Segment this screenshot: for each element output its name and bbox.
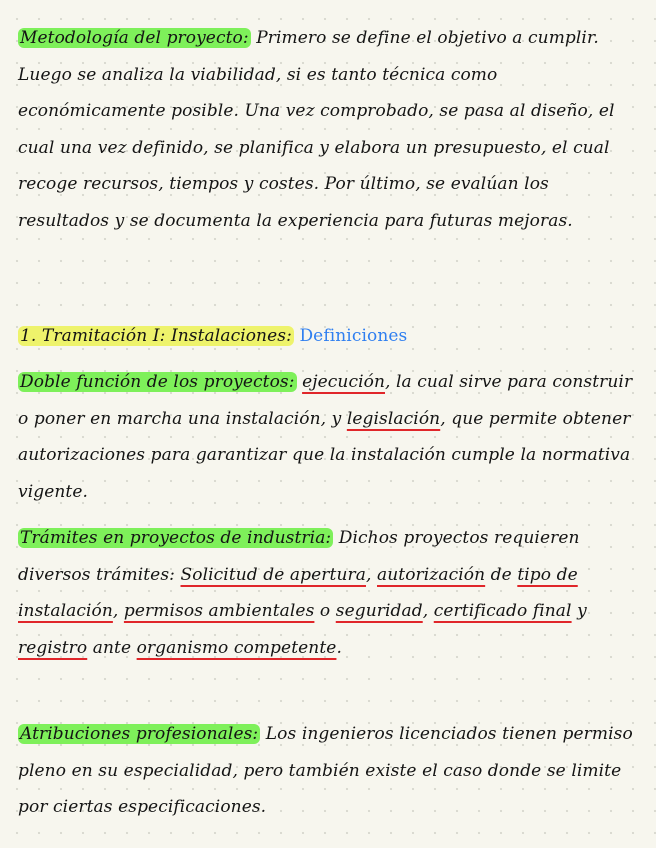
dual-function-paragraph: Doble función de los proyectos: ejecución, la cual sirve para construir o poner en marcha una instalación, y legislación, que permite obtener autorizaciones para garantizar que la instalación cumple la normativa vigente.	[18, 372, 633, 502]
attributions-text: Los ingenieros licenciados tienen permiso pleno en su especialidad, pero también existe el caso donde se limite por ciertas especificaciones.	[18, 724, 633, 817]
keyword-autorizacion: autorización	[377, 564, 486, 585]
section-title: 1. Tramitación I: Instalaciones:	[20, 326, 292, 346]
section-heading	[18, 318, 638, 355]
attributions-paragraph	[18, 716, 638, 826]
keyword-registro: registro	[18, 637, 88, 658]
keyword-certificado: certificado final	[433, 601, 572, 621]
methodology-text: Primero se define el objetivo a cumplir. Luego se analiza la viabilidad, si es tanto técnica como económicamente posible. Una vez comprobado, se pasa al diseño, el cual una vez definido, se planifica y elabora un presupuesto, el cual recoge recursos, tiempos y costes. Por último, se evalúan los resultados y se documenta la experiencia para futuras mejoras.	[18, 28, 615, 231]
keyword-legislacion: legislación	[346, 408, 441, 429]
methodology-paragraph	[18, 20, 638, 239]
keyword-tipo-instalacion: tipo de instalación	[18, 564, 578, 621]
procedures-paragraph: Trámites en proyectos de industria: Dichos proyectos requieren diversos trámites: Solicitud de apertura, autorización de tipo de instalación, permisos ambientales o seguridad, certificado final y registro ante organismo competente.	[18, 528, 587, 658]
keyword-seguridad: seguridad	[335, 601, 423, 621]
keyword-permisos: permisos ambientales	[123, 601, 315, 621]
procedures-title: Trámites en proyectos de industria:	[20, 528, 332, 548]
keyword-ejecucion: ejecución	[302, 372, 385, 392]
keyword-organismo: organismo competente	[136, 637, 337, 658]
keyword-solicitud: Solicitud de apertura	[180, 564, 366, 585]
methodology-title: Metodología del proyecto:	[20, 28, 249, 48]
dual-function-title: Doble función de los proyectos:	[20, 372, 295, 392]
attributions-title: Atribuciones profesionales:	[20, 724, 259, 744]
section-subtitle: Definiciones	[299, 326, 408, 346]
